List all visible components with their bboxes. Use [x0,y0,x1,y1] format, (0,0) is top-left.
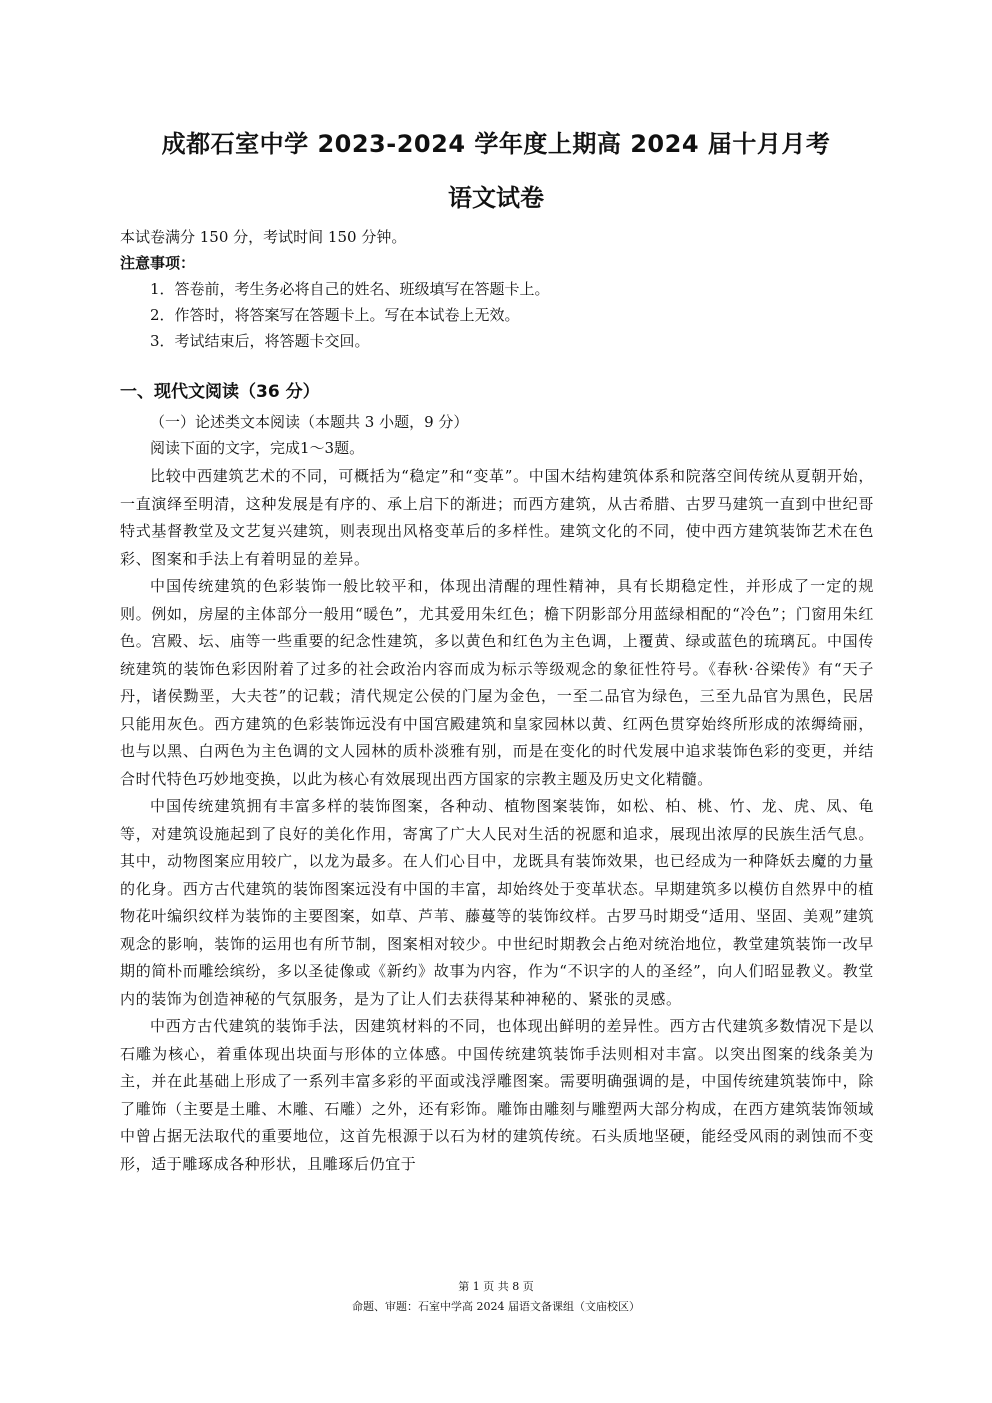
exam-subtitle: 语文试卷 [448,184,544,212]
passage-paragraph: 中国传统建筑的色彩装饰一般比较平和，体现出清醒的理性精神，具有长期稳定性，并形成了一定的规则。例如，房屋的主体部分一般用“暖色”，尤其爱用朱红色；檐下阴影部分用蓝绿相配的“冷色”；门窗用朱红色。宫殿、坛、庙等一些重要的纪念性建筑，多以黄色和红色为主色调，上覆黄、绿或蓝色的琉璃瓦。中国传统建筑的装饰色彩因附着了过多的社会政治内容而成为标示等级观念的象征性符号。《春秋·谷梁传》有“天子丹，诸侯黝垩，大夫苍”的记载；清代规定公侯的门屋为金色，一至二品官为绿色，三至九品官为黑色，民居只能用灰色。西方建筑的色彩装饰远没有中国宫殿建筑和皇家园林以黄、红两色贯穿始终所形成的浓缛绮丽，也与以黑、白两色为主色调的文人园林的质朴淡雅有别，而是在变化的时代发展中追求装饰色彩的变更，并结合时代特色巧妙地变换，以此为核心有效展现出西方国家的宗教主题及历史文化精髓。 [120,577,874,788]
section-subheading: （一）论述类文本阅读（本题共 3 小题，9 分） [150,413,469,431]
exam-title: 成都石室中学 2023-2024 学年度上期高 2024 届十月月考 [161,130,831,158]
note-item: 1．答卷前，考生务必将自己的姓名、班级填写在答题卡上。 [150,280,550,298]
passage-paragraph: 中西方古代建筑的装饰手法，因建筑材料的不同，也体现出鲜明的差异性。西方古代建筑多数情况下是以石雕为核心，着重体现出块面与形体的立体感。中国传统建筑装饰手法则相对丰富。以突出图案的线条美为主，并在此基础上形成了一系列丰富多彩的平面或浅浮雕图案。需要明确强调的是，中国传统建筑装饰中，除了雕饰（主要是土雕、木雕、石雕）之外，还有彩饰。雕饰由雕刻与雕塑两大部分构成，在西方建筑装饰领域中曾占据无法取代的重要地位，这首先根源于以石为材的建筑传统。石头质地坚硬，能经受风雨的剥蚀而不变形，适于雕琢成各种形状，且雕琢后仍宜于 [120,1017,874,1173]
passage-paragraph: 比较中西建筑艺术的不同，可概括为“稳定”和“变革”。中国木结构建筑体系和院落空间传统从夏朝开始，一直演绎至明清，这种发展是有序的、承上启下的渐进；而西方建筑，从古希腊、古罗马建筑一直到中世纪哥特式基督教堂及文艺复兴建筑，则表现出风格变革后的多样性。建筑文化的不同，使中西方建筑装饰艺术在色彩、图案和手法上有着明显的差异。 [120,467,874,568]
exam-info: 本试卷满分 150 分，考试时间 150 分钟。 [120,228,407,246]
reading-instruction: 阅读下面的文字，完成1～3题。 [150,439,365,457]
notes-list [150,276,550,354]
note-item: 3．考试结束后，将答题卡交回。 [150,332,370,350]
footer-credit: 命题、审题：石室中学高 2024 届语文备课组（文庙校区） [352,1300,640,1313]
passage-paragraph: 中国传统建筑拥有丰富多样的装饰图案，各种动、植物图案装饰，如松、柏、桃、竹、龙、虎、凤、龟等，对建筑设施起到了良好的美化作用，寄寓了广大人民对生活的祝愿和追求，展现出浓厚的民族生活气息。其中，动物图案应用较广，以龙为最多。在人们心目中，龙既具有装饰效果，也已经成为一种降妖去魔的力量的化身。西方古代建筑的装饰图案远没有中国的丰富，却始终处于变革状态。早期建筑多以模仿自然界中的植物花叶编织纹样为装饰的主要图案，如草、芦苇、藤蔓等的装饰纹样。古罗马时期受“适用、坚固、美观”建筑观念的影响，装饰的运用也有所节制，图案相对较少。中世纪时期教会占绝对统治地位，教堂建筑装饰一改早期的简朴而雕绘缤纷，多以圣徒像或《新约》故事为内容，作为“不识字的人的圣经”，向人们昭显教义。教堂内的装饰为创造神秘的气氛服务，是为了让人们去获得某种神秘的、紧张的灵感。 [120,797,874,1008]
section-heading: 一、现代文阅读（36 分） [120,382,320,402]
reading-passage [120,463,874,1178]
page-number: 第 1 页 共 8 页 [458,1280,534,1293]
notes-heading: 注意事项： [120,254,196,272]
note-item: 2．作答时，将答案写在答题卡上。写在本试卷上无效。 [150,306,520,324]
